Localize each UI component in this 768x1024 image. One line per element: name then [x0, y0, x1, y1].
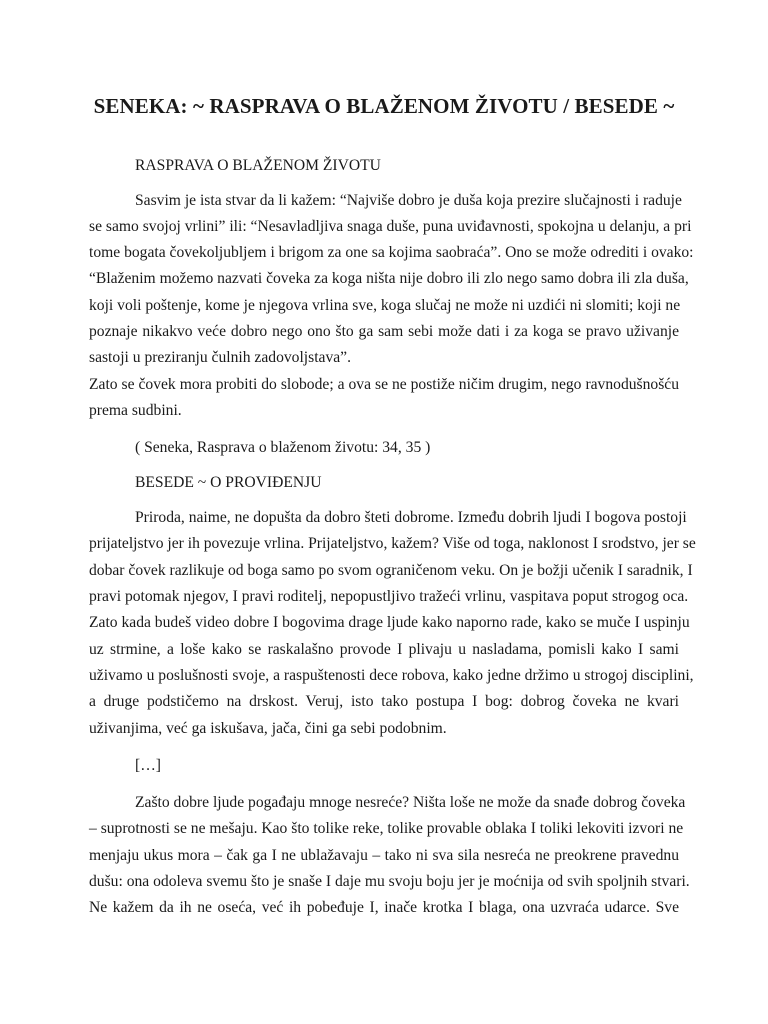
- section-heading-besede: BESEDE ~ O PROVIĐENJU: [135, 474, 322, 491]
- paragraph-line: uživanjima, već ga iskušava, jača, čini ga sebi podobnim.: [89, 720, 447, 737]
- section-heading-rasprava: RASPRAVA O BLAŽENOM ŽIVOTU: [135, 157, 381, 174]
- paragraph-line: Zato se čovek mora probiti do slobode; a ova se ne postiže ničim drugim, nego ravnodušnošću: [89, 376, 679, 393]
- paragraph-line: tome bogata čovekoljubljem i brigom za one sa kojima saobraća”. Ono se može odrediti i ovako:: [89, 244, 694, 261]
- paragraph-line: Ne kažem da ih ne oseća, već ih pobeđuje I, inače krotka I blaga, ona uzvraća udarce. Sve: [89, 899, 679, 916]
- paragraph-line: “Blaženim možemo nazvati čoveka za koga ništa nije dobro ili zlo nego samo dobra ili zla duša,: [89, 270, 689, 287]
- document-title: SENEKA: ~ RASPRAVA O BLAŽENOM ŽIVOTU / BESEDE ~: [93, 94, 675, 118]
- paragraph-line: Zato kada budeš video dobre I bogovima drage ljude kako naporno rade, kako se muče I uspinju: [89, 614, 690, 631]
- paragraph-line: uživamo u poslušnosti svoje, a raspuštenosti dece robova, kako jedne držimo u strogoj disciplini,: [89, 667, 694, 684]
- ellipsis-marker: […]: [135, 757, 161, 774]
- paragraph-line: uz strmine, a loše kako se raskalašno provode I plivaju u nasladama, pomisli kako I sami: [89, 641, 679, 658]
- paragraph-line: menjaju ukus mora – čak ga I ne ublažavaju – tako ni sva sila nesreća ne preokrene pravednu: [89, 847, 679, 864]
- paragraph-line: – suprotnosti se ne mešaju. Kao što tolike reke, tolike provable oblaka I toliki lekoviti izvori ne: [89, 820, 684, 837]
- paragraph-line: poznaje nikakvo veće dobro nego ono što ga sam sebi može dati i za koga se pravo uživanje: [89, 323, 679, 340]
- paragraph-line: Sasvim je ista stvar da li kažem: “Najviše dobro je duša koja prezire slučajnosti i raduje: [135, 192, 682, 209]
- paragraph-line: dušu: ona odoleva svemu što je snaše I daje mu svoju boju jer je moćnija od svih spoljnih stvari.: [89, 873, 690, 890]
- paragraph-line: dobar čovek razlikuje od boga samo po svom ograničenom veku. On je božji učenik I saradnik, I: [89, 562, 693, 579]
- paragraph-line: Zašto dobre ljude pogađaju mnoge nesreće? Ništa loše ne može da snađe dobrog čoveka: [135, 794, 686, 811]
- paragraph-line: pravi potomak njegov, I pravi roditelj, nepopustljivo tražeći vrlinu, vaspitava poput strogog oca.: [89, 588, 689, 605]
- paragraph-line: se samo svojoj vrlini” ili: “Nesavladljiva snaga duše, puna uviđavnosti, spokojna u delanju, a pri: [89, 218, 692, 235]
- paragraph-line: prema sudbini.: [89, 402, 182, 419]
- paragraph-line: Priroda, naime, ne dopušta da dobro šteti dobrome. Između dobrih ljudi I bogova postoji: [135, 509, 687, 526]
- citation: ( Seneka, Rasprava o blaženom životu: 34, 35 ): [135, 439, 431, 456]
- paragraph-line: koji voli poštenje, kome je njegova vrlina sve, koga slučaj ne može ni uzdići ni slomiti; koji ne: [89, 297, 681, 314]
- paragraph-line: prijateljstvo jer ih povezuje vrlina. Prijateljstvo, kažem? Više od toga, naklonost I srodstvo, jer se: [89, 535, 696, 552]
- paragraph-line: sastoji u preziranju čulnih zadovoljstava”.: [89, 349, 351, 366]
- paragraph-line: a druge podstičemo na drskost. Veruj, isto tako postupa I bog: dobrog čoveka ne kvari: [89, 693, 679, 710]
